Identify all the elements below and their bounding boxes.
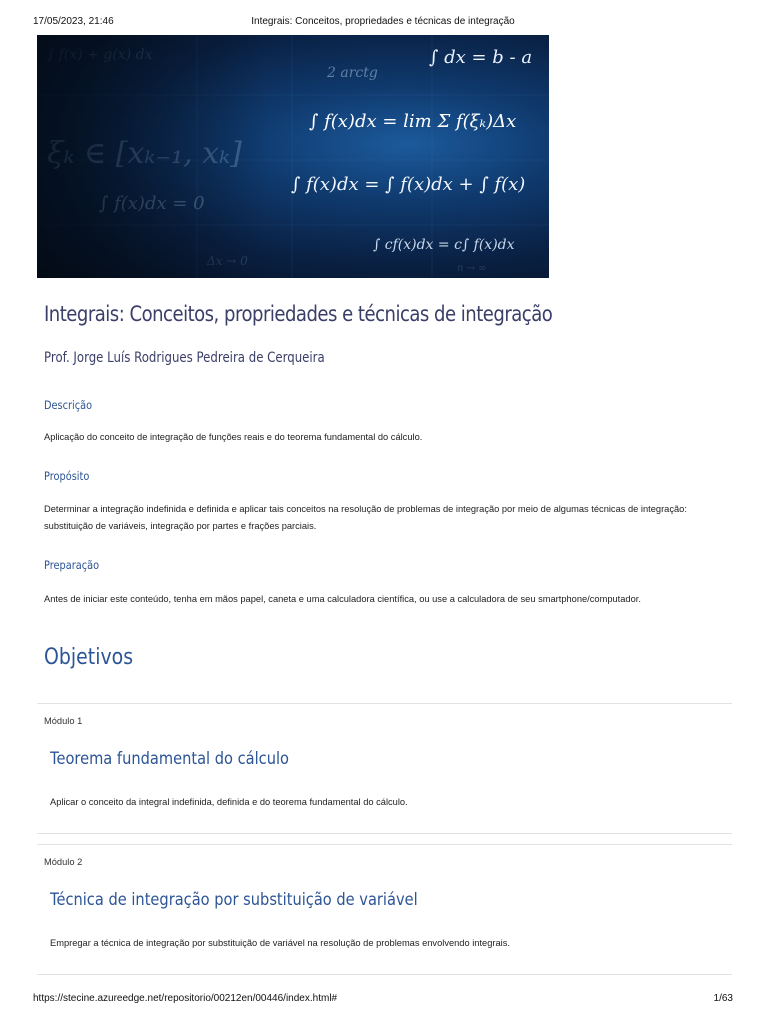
divider — [37, 844, 732, 845]
author-name: Prof. Jorge Luís Rodrigues Pedreira de Cerqueira — [44, 350, 325, 366]
module-description: Empregar a técnica de integração por substituição de variável na resolução de problemas envolvendo integrais. — [50, 938, 510, 948]
section-heading-proposito: Propósito — [44, 469, 90, 483]
module-label: Módulo 1 — [44, 716, 83, 726]
divider — [37, 833, 732, 834]
print-footer — [33, 993, 733, 1007]
section-text-proposito: Determinar a integração indefinida e definida e aplicar tais conceitos na resolução de problemas de integração por meio de algumas técnicas de integração: substituição de variáveis, integração por partes e frações parciais. — [44, 504, 687, 531]
page-number: 1/63 — [713, 993, 733, 1004]
section-heading-preparacao: Preparação — [44, 558, 100, 572]
print-page-title: Integrais: Conceitos, propriedades e técnicas de integração — [251, 16, 515, 27]
module-description: Aplicar o conceito da integral indefinida, definida e do teorema fundamental do cálculo. — [50, 797, 408, 807]
objectives-heading: Objetivos — [44, 645, 134, 670]
print-url: https://stecine.azureedge.net/repositorio/00212en/00446/index.html# — [33, 993, 338, 1004]
module-title: Técnica de integração por substituição de variável — [50, 890, 418, 910]
page-title: Integrais: Conceitos, propriedades e técnicas de integração — [44, 302, 553, 326]
module-title: Teorema fundamental do cálculo — [50, 749, 289, 769]
divider — [37, 703, 732, 704]
print-header — [33, 16, 733, 30]
banner-image — [37, 35, 549, 278]
section-heading-descricao: Descrição — [44, 398, 93, 412]
divider — [37, 974, 732, 975]
module-label: Módulo 2 — [44, 857, 83, 867]
section-text-preparacao: Antes de iniciar este conteúdo, tenha em mãos papel, caneta e uma calculadora científica, ou use a calculadora de seu smartphone/computador. — [44, 594, 641, 604]
print-timestamp: 17/05/2023, 21:46 — [33, 16, 114, 27]
formula-artwork — [37, 35, 549, 278]
section-text-descricao: Aplicação do conceito de integração de funções reais e do teorema fundamental do cálculo. — [44, 432, 423, 442]
